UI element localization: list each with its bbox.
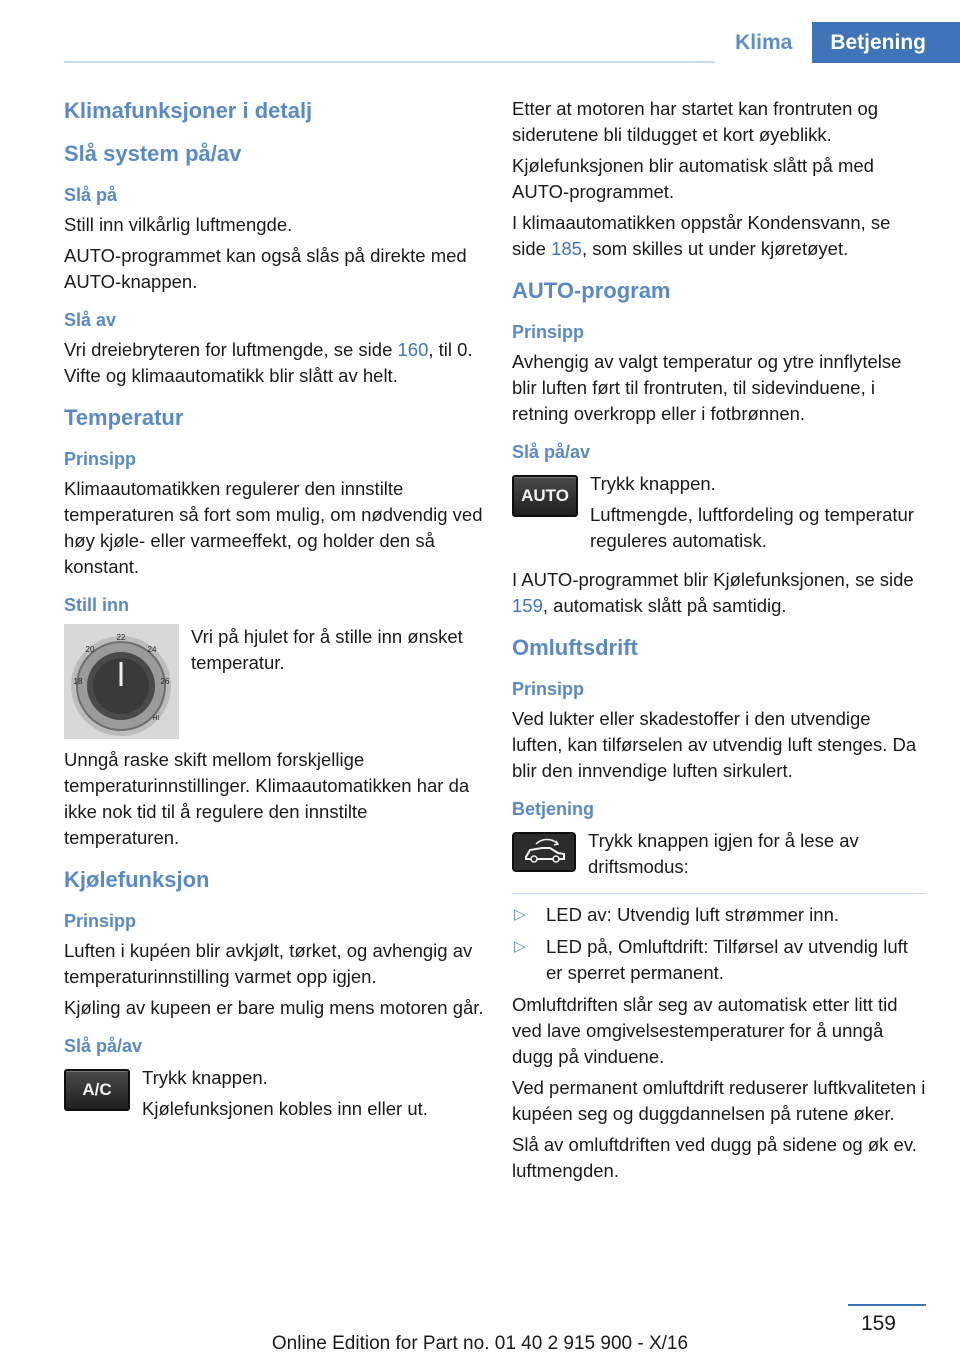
auto-button-figure [512, 471, 926, 559]
paragraph: Trykk knappen igjen for å lese av driftsmodus: [588, 830, 859, 877]
paragraph: Luftmengde, luftfordeling og temperatur reguleres automatisk. [590, 504, 914, 551]
heading-on: Slå på [64, 185, 118, 205]
heading-principle: Prinsipp [512, 679, 585, 699]
heading-recirculation: Omluftsdrift [512, 635, 638, 660]
paragraph: Klimaautomatikken regulerer den innstilte temperaturen så fort som mulig, om nødvendig ved høy kjøle- eller varmeeffekt, og holder den så konstant. [64, 478, 483, 577]
paragraph: Vri dreiebryteren for luftmengde, se side 160, til 0. Vifte og klimaautomatikk blir slått av helt. [64, 339, 473, 386]
list-item: ▷ LED på, Omluftdrift: Tilførsel av utvendig luft er sperret permanent. [514, 936, 908, 983]
heading-principle: Prinsipp [64, 911, 137, 931]
dial-tick-label: 18 [73, 677, 83, 686]
temperature-dial-icon [64, 624, 179, 739]
paragraph: Etter at motoren har startet kan frontruten og siderutene bli tildugget et kort øyeblikk. [512, 98, 879, 145]
paragraph: Still inn vilkårlig luftmengde. [64, 214, 293, 235]
paragraph: Kjølefunksjonen blir automatisk slått på med AUTO-programmet. [512, 155, 874, 202]
paragraph: Omluftdriften slår seg av automatisk etter litt tid ved lave omgivelsestemperaturer for å unngå dugg på vinduene. [512, 994, 898, 1067]
divider [512, 893, 926, 894]
page-link-159[interactable]: 159 [512, 595, 543, 616]
paragraph: Trykk knappen. [590, 473, 716, 494]
page-number: 159 [860, 1312, 896, 1335]
page-link-185[interactable]: 185 [551, 238, 582, 259]
heading-off: Slå av [64, 310, 117, 330]
ac-button-figure [64, 1065, 484, 1127]
list-item: ▷ LED av: Utvendig luft strømmer inn. [512, 902, 926, 928]
heading-auto-program: AUTO-program [512, 278, 671, 303]
footer-text: Online Edition for Part no. 01 40 2 915 900 - X/16 [271, 1333, 689, 1354]
ac-button-icon: A/C [64, 1069, 130, 1111]
paragraph: Luften i kupéen blir avkjølt, tørket, og avhengig av temperaturinnstilling varmet opp igjen. [64, 940, 473, 987]
heading-on-off: Slå på/av [512, 442, 591, 462]
heading-principle: Prinsipp [512, 322, 585, 342]
auto-button-icon: AUTO [512, 475, 578, 517]
paragraph: I AUTO-programmet blir Kjølefunksjonen, se side 159, automatisk slått på samtidig. [512, 569, 914, 616]
heading-system: Slå system på/av [64, 141, 242, 166]
led-state-list [512, 902, 926, 986]
paragraph: I klimaautomatikken oppstår Kondensvann, se side 185, som skilles ut under kjøretøyet. [512, 212, 891, 259]
recirculation-button-figure [512, 828, 926, 885]
dial-tick-label: 22 [116, 633, 126, 642]
right-column [512, 96, 926, 1189]
paragraph: Unngå raske skift mellom forskjellige temperaturinnstillinger. Klimaautomatikken har da ikke nok tid til å regulere den innstilte temperaturen. [64, 749, 470, 848]
bullet-arrow-icon: ▷ [514, 938, 526, 955]
paragraph: Kjøling av kupeen er bare mulig mens motoren går. [64, 997, 484, 1018]
paragraph: Ved permanent omluftdrift reduserer luftkvaliteten i kupéen seg og duggdannelsen på rutene øker. [512, 1077, 926, 1124]
paragraph: Avhengig av valgt temperatur og ytre innflytelse blir luften ført til frontruten, til sidevinduene, i retning overkropp eller i fotbrønnen. [512, 351, 902, 424]
bullet-arrow-icon: ▷ [514, 906, 526, 923]
paragraph: Ved lukter eller skadestoffer i den utvendige luften, kan tilførselen av utvendig luft stenges. Da blir den innvendige luften sirkulert. [512, 708, 917, 781]
page-link-160[interactable]: 160 [397, 339, 429, 360]
header-tabs [715, 22, 960, 63]
heading-set: Still inn [64, 595, 129, 615]
paragraph: Slå av omluftdriften ved dugg på sidene og øk ev. luftmengden. [512, 1134, 917, 1181]
heading-on-off: Slå på/av [64, 1036, 143, 1056]
temperature-dial-figure [64, 624, 484, 739]
paragraph: Trykk knappen. [142, 1067, 268, 1088]
paragraph: Vri på hjulet for å stille inn ønsket temperatur. [191, 626, 463, 673]
recirculation-car-icon [512, 832, 576, 872]
dial-tick-label: 26 [160, 677, 170, 686]
dial-tick-label: 20 [85, 645, 95, 654]
active-tab[interactable]: Betjening [812, 22, 960, 63]
paragraph: AUTO-programmet kan også slås på direkte med AUTO-knappen. [64, 245, 467, 292]
page-title: Klimafunksjoner i detalj [64, 98, 313, 123]
dial-tick-label: HI [152, 715, 160, 722]
heading-cooling: Kjølefunksjon [64, 867, 210, 892]
page-number-rule [848, 1304, 926, 1306]
heading-operation: Betjening [512, 799, 595, 819]
heading-temperature: Temperatur [64, 405, 184, 430]
paragraph: Kjølefunksjonen kobles inn eller ut. [142, 1098, 428, 1119]
dial-tick-label: 24 [147, 645, 157, 654]
heading-principle: Prinsipp [64, 449, 137, 469]
section-tab[interactable]: Klima [715, 22, 812, 63]
left-column [64, 96, 484, 1135]
